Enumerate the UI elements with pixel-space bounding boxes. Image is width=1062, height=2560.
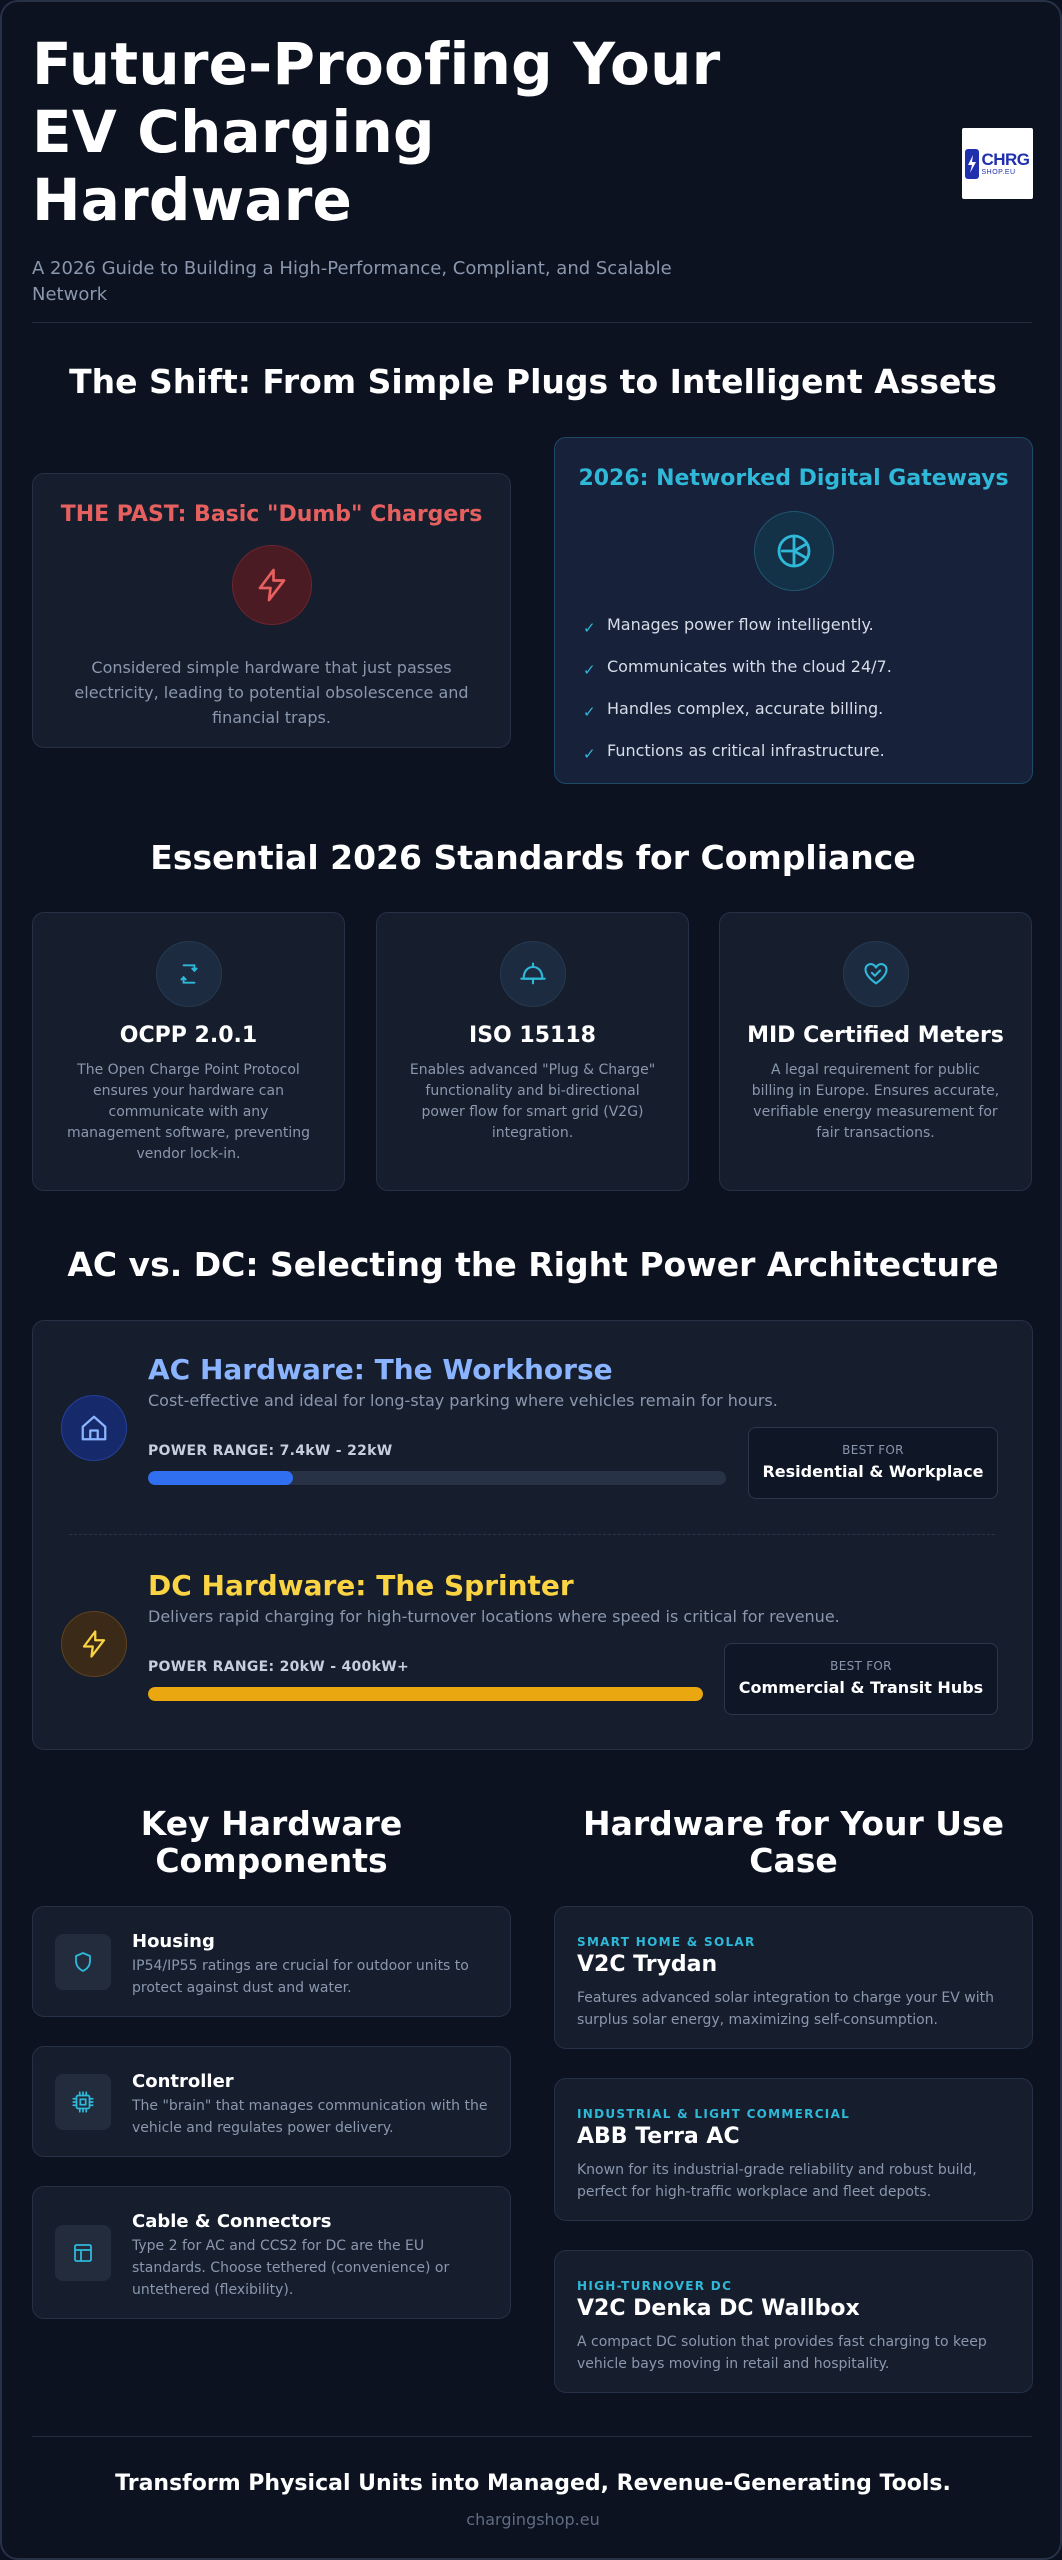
divider bbox=[32, 2436, 1032, 2437]
standard-title: MID Certified Meters bbox=[747, 1023, 1004, 1048]
standard-description: The Open Charge Point Protocol ensures your hardware can communicate with any management software, preventing vendor lock-in. bbox=[66, 1062, 311, 1162]
component-title: Controller bbox=[132, 2071, 234, 2092]
ac-best-for bbox=[748, 1427, 998, 1499]
check-icon: ✓ bbox=[583, 703, 596, 721]
component-card-controller bbox=[32, 2046, 511, 2157]
footer-link[interactable]: chargingshop.eu bbox=[466, 2510, 600, 2529]
best-for-label: BEST FOR bbox=[830, 1659, 892, 1673]
protocol-icon bbox=[156, 941, 222, 1007]
component-card-housing bbox=[32, 1906, 511, 2017]
check-icon: ✓ bbox=[583, 619, 596, 637]
dc-power-bar-fill bbox=[148, 1687, 703, 1701]
component-title: Cable & Connectors bbox=[132, 2211, 332, 2232]
ac-title: AC Hardware: The Workhorse bbox=[148, 1353, 613, 1386]
list-item: ✓ Handles complex, accurate billing. bbox=[583, 699, 884, 721]
past-card bbox=[32, 473, 511, 748]
use-case-card bbox=[554, 1906, 1033, 2049]
use-case-section-title: Hardware for Your Use Case bbox=[582, 1804, 1005, 1880]
dc-subtitle: Delivers rapid charging for high-turnover locations where speed is critical for revenue. bbox=[148, 1607, 840, 1626]
check-icon: ✓ bbox=[583, 661, 596, 679]
standard-description: A legal requirement for public billing in Europe. Ensures accurate, verifiable energy measurement for fair transactions. bbox=[751, 1062, 1000, 1141]
standards-section-title: Essential 2026 Standards for Compliance bbox=[150, 838, 916, 877]
list-item: ✓ Manages power flow intelligently. bbox=[583, 615, 874, 637]
plug-bell-icon bbox=[500, 941, 566, 1007]
standard-title: OCPP 2.0.1 bbox=[119, 1023, 258, 1048]
use-case-kicker: SMART HOME & SOLAR bbox=[577, 1935, 756, 1949]
best-for-label: BEST FOR bbox=[842, 1443, 904, 1457]
future-card-title: 2026: Networked Digital Gateways bbox=[578, 466, 1009, 491]
use-case-kicker: HIGH-TURNOVER DC bbox=[577, 2279, 733, 2293]
lightning-icon bbox=[232, 545, 312, 625]
best-for-value: Commercial & Transit Hubs bbox=[738, 1678, 984, 1697]
dc-best-for bbox=[724, 1643, 998, 1715]
page-subtitle: A 2026 Guide to Building a High-Performance, Compliant, and Scalable Network bbox=[32, 258, 672, 305]
dc-power-bar bbox=[148, 1687, 703, 1701]
use-case-card bbox=[554, 2250, 1033, 2393]
network-gateway-icon bbox=[754, 511, 834, 591]
component-title: Housing bbox=[132, 1931, 215, 1952]
divider bbox=[32, 322, 1032, 323]
use-case-description: Known for its industrial-grade reliability and robust build, perfect for high-traffic workplace and fleet depots. bbox=[577, 2162, 977, 2200]
standard-card-ocpp bbox=[32, 912, 345, 1191]
standard-title: ISO 15118 bbox=[469, 1023, 596, 1048]
best-for-value: Residential & Workplace bbox=[762, 1462, 984, 1481]
footer-tagline: Transform Physical Units into Managed, Revenue-Generating Tools. bbox=[115, 2471, 951, 2496]
power-architecture-card bbox=[32, 1320, 1033, 1750]
logo-text-sub: SHOP.EU bbox=[981, 169, 1016, 176]
component-description: The "brain" that manages communication with the vehicle and regulates power delivery. bbox=[132, 2098, 488, 2136]
list-item: ✓ Communicates with the cloud 24/7. bbox=[583, 657, 892, 679]
past-card-title: THE PAST: Basic "Dumb" Chargers bbox=[60, 502, 483, 527]
future-card bbox=[554, 437, 1033, 784]
use-case-kicker: INDUSTRIAL & LIGHT COMMERCIAL bbox=[577, 2107, 851, 2121]
use-case-description: A compact DC solution that provides fast charging to keep vehicle bays moving in retail and hospitality. bbox=[577, 2334, 987, 2372]
standard-card-mid bbox=[719, 912, 1032, 1191]
use-case-description: Features advanced solar integration to charge your EV with surplus solar energy, maximizing self-consumption. bbox=[577, 1990, 995, 2028]
ac-subtitle: Cost-effective and ideal for long-stay parking where vehicles remain for hours. bbox=[148, 1391, 778, 1410]
page-title: Future-Proofing Your EV Charging Hardware bbox=[32, 30, 721, 234]
divider bbox=[69, 1534, 995, 1535]
brand-logo[interactable] bbox=[962, 128, 1033, 199]
logo-text-main: CHRG bbox=[981, 150, 1030, 169]
power-section-title: AC vs. DC: Selecting the Right Power Architecture bbox=[67, 1245, 999, 1284]
use-case-title: V2C Trydan bbox=[577, 1952, 718, 1977]
ac-power-bar bbox=[148, 1471, 726, 1485]
list-item: ✓ Functions as critical infrastructure. bbox=[583, 741, 885, 763]
dc-power-range: POWER RANGE: 20kW - 400kW+ bbox=[148, 1659, 409, 1675]
house-icon bbox=[61, 1395, 127, 1461]
use-case-card bbox=[554, 2078, 1033, 2221]
logo-plug-icon bbox=[965, 149, 979, 179]
chip-icon bbox=[55, 2074, 111, 2130]
use-case-title: V2C Denka DC Wallbox bbox=[577, 2296, 860, 2321]
component-description: Type 2 for AC and CCS2 for DC are the EU standards. Choose tethered (convenience) or untethered (flexibility). bbox=[132, 2238, 450, 2298]
check-icon: ✓ bbox=[583, 745, 596, 763]
past-card-description: Considered simple hardware that just passes electricity, leading to potential obsolescence and financial traps. bbox=[74, 658, 469, 727]
future-feature-list bbox=[583, 615, 1032, 764]
ac-power-range: POWER RANGE: 7.4kW - 22kW bbox=[148, 1443, 393, 1459]
heart-check-icon bbox=[843, 941, 909, 1007]
shield-icon bbox=[55, 1934, 111, 1990]
shift-section-title: The Shift: From Simple Plugs to Intelligent Assets bbox=[69, 362, 997, 401]
lightning-icon bbox=[61, 1611, 127, 1677]
component-description: IP54/IP55 ratings are crucial for outdoor units to protect against dust and water. bbox=[132, 1958, 469, 1996]
hero bbox=[32, 30, 732, 308]
components-section-title: Key Hardware Components bbox=[140, 1804, 403, 1880]
ac-power-bar-fill bbox=[148, 1471, 293, 1485]
use-case-title: ABB Terra AC bbox=[577, 2124, 740, 2149]
connector-panel-icon bbox=[55, 2225, 111, 2281]
dc-title: DC Hardware: The Sprinter bbox=[148, 1569, 574, 1602]
standard-card-iso bbox=[376, 912, 689, 1191]
standard-description: Enables advanced "Plug & Charge" functionality and bi-directional power flow for smart grid (V2G) integration. bbox=[409, 1062, 656, 1141]
component-card-cable bbox=[32, 2186, 511, 2319]
